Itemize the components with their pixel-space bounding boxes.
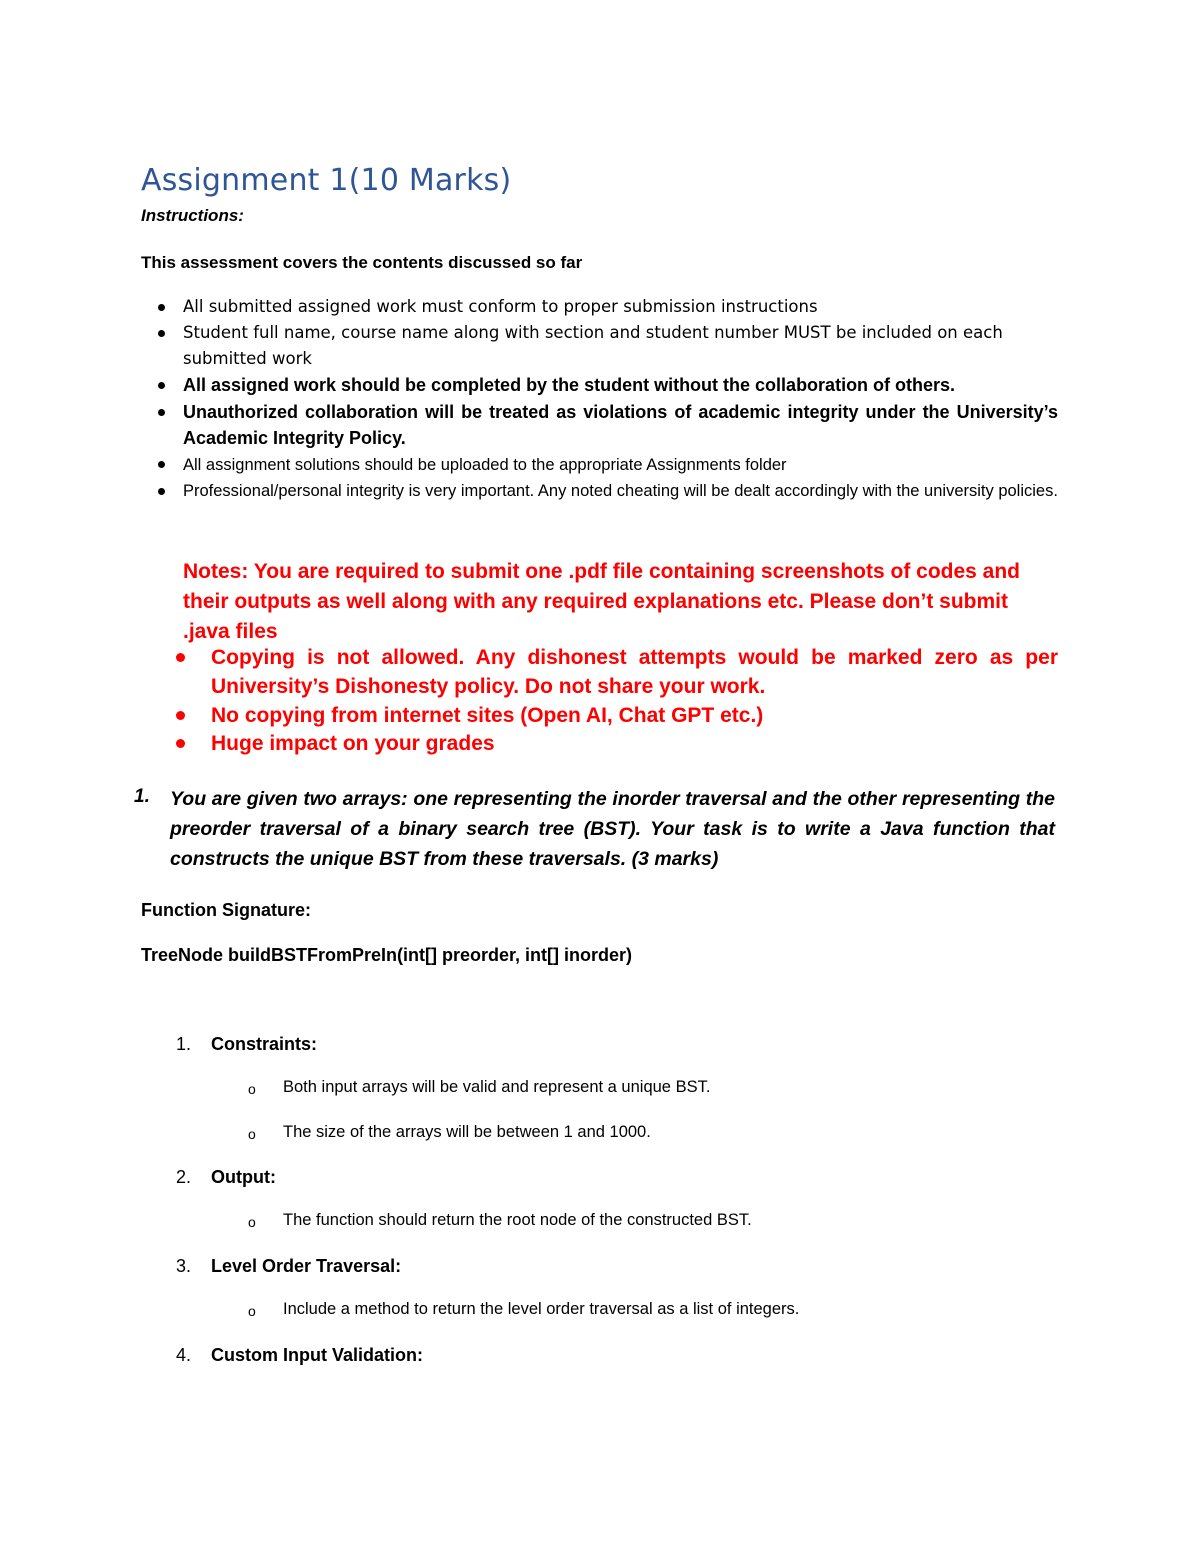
question-number: 1. [134, 786, 150, 807]
section-label: Custom Input Validation: [211, 1345, 423, 1365]
bullet-item: Unauthorized collaboration will be treated as violations of academic integrity under the University’s Academic Integrity Policy. [183, 402, 1058, 448]
sub-bullet-item: Both input arrays will be valid and represent a unique BST. [283, 1078, 711, 1096]
red-bullet-item: Copying is not allowed. Any dishonest attempts would be marked zero as per University’s Dishonesty policy. Do not share your work. [211, 646, 1058, 698]
function-signature: TreeNode buildBSTFromPreIn(int[] preorder, int[] inorder) [141, 945, 633, 965]
section-label: Output: [211, 1167, 276, 1187]
sub-bullet-icon: o [248, 1126, 256, 1142]
bullet-icon [158, 304, 165, 311]
bullet-icon [158, 488, 165, 495]
bullet-icon [158, 461, 165, 468]
red-bullet-icon [176, 653, 185, 662]
function-signature-label: Function Signature: [141, 900, 311, 920]
page-title: Assignment 1(10 Marks) [141, 163, 512, 198]
sub-bullet-icon: o [248, 1214, 256, 1230]
instructions-label: Instructions: [141, 206, 244, 225]
bullet-item: All assignment solutions should be uploaded to the appropriate Assignments folder [183, 456, 787, 474]
red-bullet-item: Huge impact on your grades [211, 732, 495, 755]
red-bullet-icon [176, 739, 185, 748]
bullet-icon [158, 409, 165, 416]
bullet-icon [158, 330, 165, 337]
section-label: Level Order Traversal: [211, 1256, 402, 1276]
submission-notes: Notes: You are required to submit one .pdf file containing screenshots of codes and their outputs as well along with any required explanations etc. Please don’t submit .java files [183, 560, 1021, 643]
section-number: 1. [176, 1034, 192, 1054]
question-text: You are given two arrays: one representing the inorder traversal and the other representing the preorder traversal of a binary search tree (BST). Your task is to write a Java function that constructs the unique BST from these traversals. (3 marks) [170, 788, 1055, 870]
red-bullet-icon [176, 711, 185, 720]
section-number: 2. [176, 1167, 192, 1187]
section-number: 4. [176, 1345, 192, 1365]
bullet-item: All submitted assigned work must conform to proper submission instructions [183, 297, 818, 316]
bullet-icon [158, 382, 165, 389]
bullet-item: Professional/personal integrity is very important. Any noted cheating will be dealt accordingly with the university policies. [183, 482, 1058, 500]
red-bullet-item: No copying from internet sites (Open AI, Chat GPT etc.) [211, 704, 764, 727]
section-number: 3. [176, 1256, 192, 1276]
bullet-item: All assigned work should be completed by the student without the collaboration of others. [183, 375, 956, 395]
intro-text: This assessment covers the contents discussed so far [141, 253, 583, 272]
section-label: Constraints: [211, 1034, 318, 1054]
sub-bullet-item: Include a method to return the level order traversal as a list of integers. [283, 1300, 800, 1318]
bullet-item: Student full name, course name along with section and student number MUST be included on each submitted work [183, 323, 1003, 368]
sub-bullet-icon: o [248, 1081, 256, 1097]
sub-bullet-icon: o [248, 1303, 256, 1319]
sub-bullet-item: The function should return the root node of the constructed BST. [283, 1211, 752, 1229]
sub-bullet-item: The size of the arrays will be between 1 and 1000. [283, 1123, 651, 1141]
